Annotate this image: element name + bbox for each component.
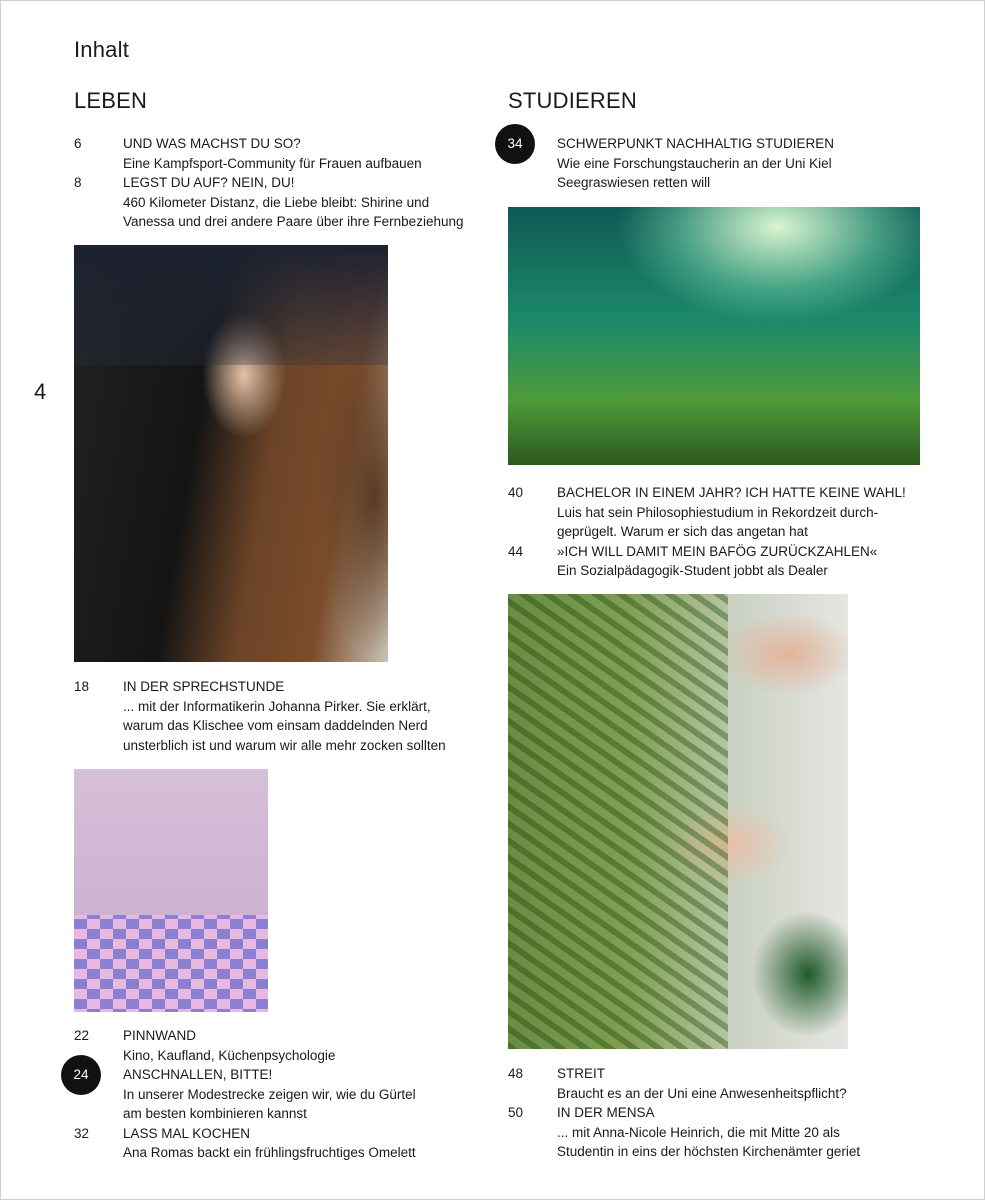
entry-description: unsterblich ist und warum wir alle mehr zocken sollten — [123, 737, 446, 753]
entry-page-number: 40 — [508, 485, 524, 500]
entry-page-number: 22 — [74, 1028, 90, 1043]
toc-entry[interactable] — [74, 1026, 494, 1065]
toc-block — [74, 677, 494, 755]
highlighted-page-number: 24 — [61, 1055, 101, 1095]
entry-page-number: 32 — [74, 1125, 90, 1141]
page-number: 4 — [34, 379, 47, 404]
entry-page-number: 48 — [508, 1066, 524, 1081]
entry-page-number: 18 — [74, 679, 90, 694]
entry-page-number: 50 — [508, 1105, 524, 1120]
section-heading-studieren: STUDIEREN — [508, 88, 637, 113]
toc-entry[interactable] — [508, 1064, 928, 1103]
entry-title: IN DER MENSA — [557, 1105, 655, 1120]
entry-description: Luis hat sein Philosophiestudium in Rekordzeit durch- — [557, 504, 879, 520]
gaming-chair-photo — [74, 769, 268, 1012]
entry-description: Kino, Kaufland, Küchenpsychologie — [123, 1047, 336, 1063]
entry-title: »ICH WILL DAMIT MEIN BAFÖG ZURÜCKZAHLEN« — [557, 543, 878, 559]
entry-description: geprügelt. Warum er sich das angetan hat — [557, 524, 808, 539]
underwater-diver-photo — [508, 207, 920, 465]
toc-entry[interactable] — [74, 1065, 494, 1124]
entry-page-number: 6 — [74, 136, 82, 151]
toc-block — [74, 1026, 494, 1163]
toc-entry[interactable] — [74, 1124, 494, 1163]
section-heading-leben: LEBEN — [74, 88, 148, 113]
toc-entry[interactable] — [508, 483, 928, 542]
entry-title: PINNWAND — [123, 1028, 196, 1043]
entry-description: Eine Kampfsport-Community für Frauen aufbauen — [123, 155, 422, 171]
highlighted-page-number: 34 — [495, 124, 535, 164]
entry-description: Ana Romas backt ein frühlingsfruchtiges Omelett — [123, 1145, 416, 1160]
entry-description: In unserer Modestrecke zeigen wir, wie du Gürtel — [123, 1086, 416, 1102]
toc-block — [508, 483, 928, 581]
entry-title: SCHWERPUNKT NACHHALTIG STUDIEREN — [557, 136, 835, 151]
entry-description: ... mit Anna-Nicole Heinrich, die mit Mitte 20 als — [557, 1124, 840, 1140]
entry-title: IN DER SPRECHSTUNDE — [123, 679, 285, 694]
entry-title: LEGST DU AUF? NEIN, DU! — [123, 175, 295, 190]
entry-title: ANSCHNALLEN, BITTE! — [123, 1067, 273, 1082]
entry-description: Seegraswiesen retten will — [557, 175, 711, 190]
toc-entry[interactable] — [74, 134, 494, 173]
toc-entry[interactable] — [508, 542, 928, 581]
entry-title: LASS MAL KOCHEN — [123, 1125, 251, 1141]
entry-description: Studentin in eins der höchsten Kirchenämter geriet — [557, 1144, 861, 1159]
page-title: Inhalt — [74, 37, 130, 62]
entry-description: Braucht es an der Uni eine Anwesenheitspflicht? — [557, 1085, 847, 1101]
toc-entry[interactable] — [74, 173, 494, 232]
entry-title: BACHELOR IN EINEM JAHR? ICH HATTE KEINE WAHL! — [557, 485, 906, 500]
toc-entry[interactable] — [508, 134, 928, 193]
entry-title: STREIT — [557, 1066, 606, 1081]
entry-description: Ein Sozialpädagogik-Student jobbt als Dealer — [557, 563, 828, 578]
toc-block — [508, 134, 928, 193]
entry-title: UND WAS MACHST DU SO? — [123, 136, 301, 151]
entry-description: Wie eine Forschungstaucherin an der Uni Kiel — [557, 155, 832, 171]
toc-entry[interactable] — [508, 1103, 928, 1162]
toc-block — [508, 1064, 928, 1162]
entry-description: warum das Klischee vom einsam daddelnden Nerd — [123, 718, 428, 733]
toc-block — [74, 134, 494, 232]
couple-photo — [74, 245, 388, 662]
toc-entry[interactable] — [74, 677, 494, 755]
entry-page-number: 44 — [508, 543, 524, 559]
entry-description: ... mit der Informatikerin Johanna Pirker. Sie erklärt, — [123, 698, 431, 714]
entry-description: 460 Kilometer Distanz, die Liebe bleibt: Shirine und — [123, 194, 430, 210]
entry-description: am besten kombinieren kannst — [123, 1106, 307, 1121]
cannabis-plants-photo — [508, 594, 848, 1049]
entry-description: Vanessa und drei andere Paare über ihre Fernbeziehung — [123, 214, 464, 229]
entry-page-number: 8 — [74, 175, 82, 190]
